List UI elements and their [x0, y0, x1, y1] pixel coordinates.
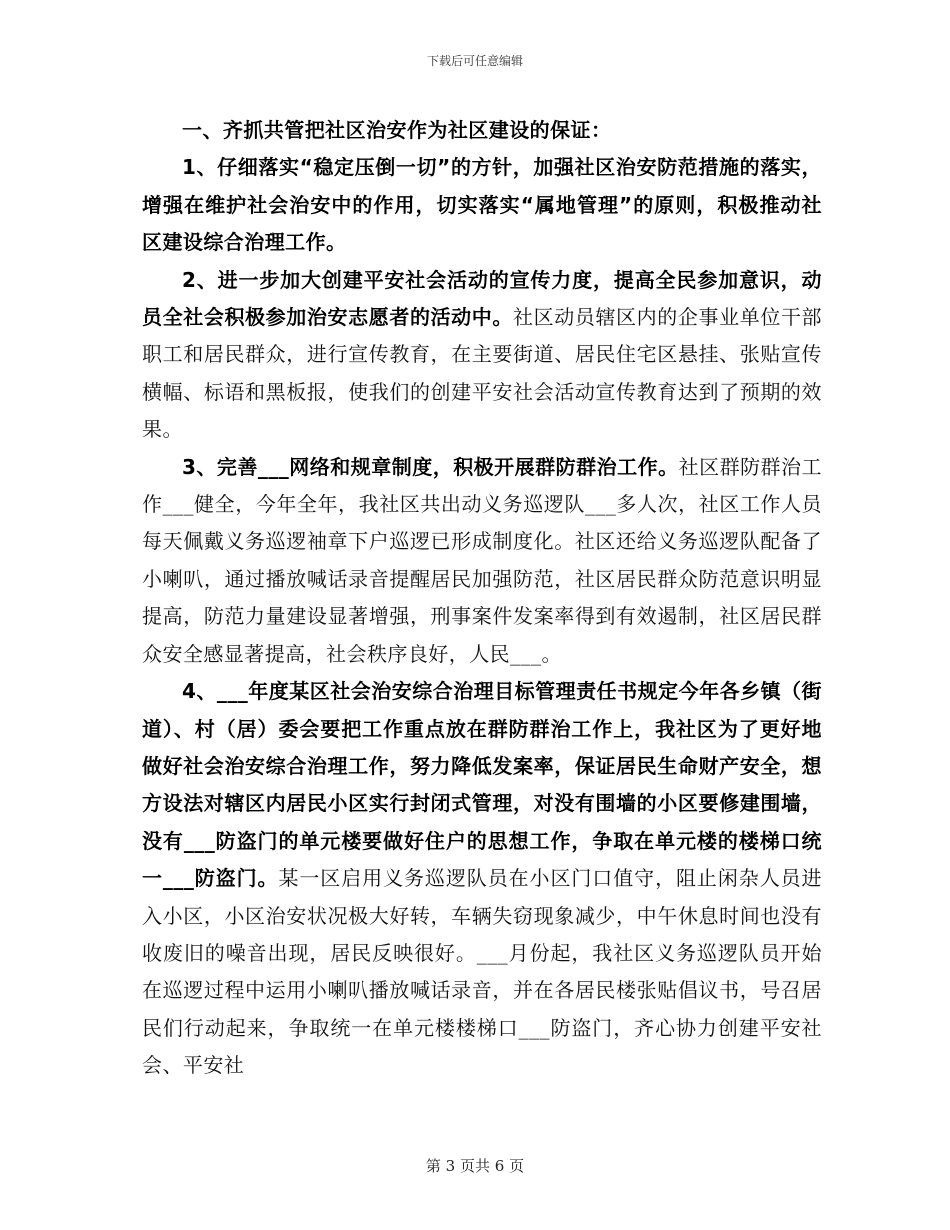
- paragraph-4: [142, 673, 822, 1084]
- paragraph-3-bold: 3、完善___网络和规章制度，积极开展群防群治工作。: [182, 454, 679, 479]
- section-heading: 一、齐抓共管把社区治安作为社区建设的保证：: [182, 118, 612, 142]
- paragraph-2: [142, 262, 822, 449]
- document-body: [142, 112, 822, 1085]
- paragraph-4-bold: 4、___年度某区社会治安综合治理目标管理责任书规定今年各乡镇（街道）、村（居）委会要把工作重点放在群防群治工作上，我社区为了更好地做好社会治安综合治理工作，努力降低发案率，保证居民生命财产安全，想方设法对辖区内居民小区实行封闭式管理，对没有围墙的小区要修建围墙，没有___防盗门的单元楼要做好住户的思想工作，争取在单元楼的楼梯口统一___防盗门。: [142, 679, 822, 891]
- paragraph-2-regular: 社区动员辖区内的企事业单位干部职工和居民群众，进行宣传教育，在主要街道、居民住宅区悬挂、张贴宣传横幅、标语和黑板报，使我们的创建平安社会活动宣传教育达到了预期的效果。: [142, 305, 822, 442]
- paragraph-4-regular: 某一区启用义务巡逻队员在小区门口值守，阻止闲杂人员进入小区，小区治安状况极大好转，车辆失窃现象减少，中午休息时间也没有收废旧的噪音出现，居民反映很好。___月份起，我社区义务巡逻队员开始在巡逻过程中运用小喇叭播放喊话录音，并在各居民楼张贴倡议书，号召居民们行动起来，争取统一在单元楼楼梯口___防盗门，齐心协力创建平安社会、平安社: [142, 866, 822, 1078]
- paragraph-2-bold: 2、进一步加大创建平安社会活动的宣传力度，提高全民参加意识，动员全社会积极参加治安志愿者的活动中。: [142, 267, 822, 330]
- page-header-note: 下载后可任意编辑: [426, 54, 523, 68]
- paragraph-3: [142, 449, 822, 673]
- page-number-footer: 第 3 页共 6 页: [425, 1157, 525, 1175]
- paragraph-3-regular: 社区群防群治工作___健全，今年全年，我社区共出动义务巡逻队___多人次，社区工作人员每天佩戴义务巡逻袖章下户巡逻已形成制度化。社区还给义务巡逻队配备了小喇叭，通过播放喊话录音提醒居民加强防范，社区居民群众防范意识明显提高，防范力量建设显著增强，刑事案件发案率得到有效遏制，社区居民群众安全感显著提高，社会秩序良好，人民___。: [142, 454, 822, 666]
- paragraph-1: 1、仔细落实“稳定压倒一切”的方针，加强社区治安防范措施的落实，增强在维护社会治安中的作用，切实落实“属地管理”的原则，积极推动社区建设综合治理工作。: [142, 155, 822, 255]
